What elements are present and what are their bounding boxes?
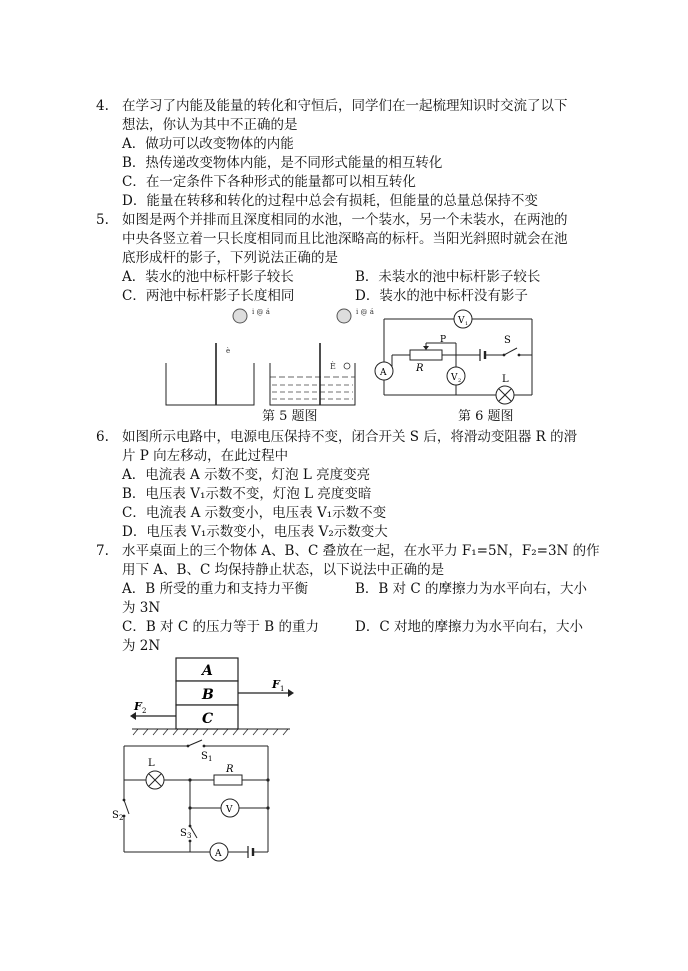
block-b-label: B [202,687,214,703]
q6-option-d: D．电压表 V₁示数变小，电压表 V₂示数变大 [122,524,388,540]
slider-p-label: P [440,335,447,345]
block-a-label: A [202,663,213,679]
q5-stem-line2: 中央各竖立着一只长度相同而且比池深略高的标杆。当阳光斜照时就会在池 [122,231,568,247]
sun-label-1: i @ á [252,308,270,316]
q7-stem-line2: 用下 A、B、C 均保持静止状态，以下说法中正确的是 [122,562,445,578]
q7-option-b-line1: B．B 对 C 的摩擦力为水平向右，大小 [355,581,588,597]
rheostat-r-label: R [416,363,424,374]
marker-icon [344,363,350,369]
q7-option-b-line2: 为 3N [122,600,161,616]
lamp-l-label: L [502,374,509,385]
q4-option-c: C．在一定条件下各种形式的能量都可以相互转化 [122,174,416,190]
switch-s1-icon [188,740,202,746]
f2-sub: 2 [142,707,147,715]
q7-option-d-line2: 为 2N [122,638,161,654]
pole-label-1: è [226,347,231,355]
q6-option-c: C．电流表 A 示数变小，电压表 V₁示数不变 [122,505,387,521]
q6-stem-line1: 如图所示电路中，电源电压保持不变，闭合开关 S 后，将滑动变阻器 R 的滑 [122,429,578,445]
pole-label-2: È [330,362,336,371]
q4-option-d: D．能量在转移和转化的过程中总会有损耗，但能量的总量总保持不变 [122,193,538,209]
v2-sub: 2 [458,378,462,384]
q6-option-b: B．电压表 V₁示数不变，灯泡 L 亮度变暗 [122,486,372,502]
figure-6-caption: 第 6 题图 [458,409,514,424]
q7-option-d-line1: D．C 对地的摩擦力为水平向右，大小 [355,619,583,635]
v2-label: V [451,373,458,383]
q5-option-c: C．两池中标杆影子长度相同 [122,288,295,304]
q4-number: 4. [96,98,109,114]
q6-stem-line2: 片 P 向左移动，在此过程中 [122,448,289,464]
voltmeter-label: V [226,805,233,815]
s2-sub: 2 [119,814,124,822]
q4-stem-line1: 在学习了内能及能量的转化和守恒后，同学们在一起梳理知识时交流了以下 [122,98,568,114]
ammeter-label: A [380,368,387,378]
q7-stem-line1: 水平桌面上的三个物体 A、B、C 叠放在一起，在水平力 F₁=5N，F₂=3N 的作 [122,543,600,559]
lamp-l-label: L [148,758,155,769]
v1-sub: 1 [465,321,469,327]
q5-number: 5. [96,212,109,228]
q4-option-b: B．热传递改变物体内能，是不同形式能量的相互转化 [122,155,443,171]
q5-stem-line1: 如图是两个并排而且深度相同的水池，一个装水，另一个未装水，在两池的 [122,212,568,228]
s1-label: S [201,751,208,762]
figure-5-caption: 第 5 题图 [262,409,318,424]
switch-s-label: S [504,335,511,346]
f1-label: F [272,678,280,691]
ammeter-label: A [215,849,222,859]
resistor-r-label: R [226,764,234,775]
s1-sub: 1 [208,755,213,763]
sun-icon [233,309,247,323]
block-c-label: C [202,711,214,727]
q4-option-a: A．做功可以改变物体的内能 [122,136,294,152]
s2-label: S [112,810,119,821]
resistor-r-icon [214,775,242,785]
switch-s2-icon [124,800,129,814]
figure-7-blocks [128,655,298,737]
sun-icon [337,309,351,323]
q4-stem-line2: 想法，你认为其中不正确的是 [122,117,298,133]
q5-option-d: D．装水的池中标杆没有影子 [355,288,528,304]
f2-label: F [134,700,142,713]
q7-number: 7. [96,543,109,559]
rheostat-icon [410,350,442,360]
switch-s-icon [504,348,517,355]
q7-option-c: C．B 对 C 的压力等于 B 的重力 [122,619,319,635]
v1-label: V [458,316,465,326]
q5-option-a: A．装水的池中标杆影子较长 [122,269,294,285]
q6-option-a: A．电流表 A 示数不变，灯泡 L 亮度变亮 [122,467,371,483]
sun-label-2: i @ á [356,308,374,316]
q5-option-b: B．未装水的池中标杆影子较长 [355,269,541,285]
q5-stem-line3: 底形成杆的影子，下列说法正确的是 [122,250,338,266]
figure-8-circuit [112,740,278,860]
f1-sub: 1 [280,685,285,693]
s3-sub: 3 [187,832,192,840]
q6-number: 6. [96,429,109,445]
q7-option-a: A．B 所受的重力和支持力平衡 [122,581,308,597]
figure-6-circuit [370,305,540,405]
s3-label: S [180,828,187,839]
empty-pool [166,363,254,405]
figure-5-pools [160,305,374,410]
